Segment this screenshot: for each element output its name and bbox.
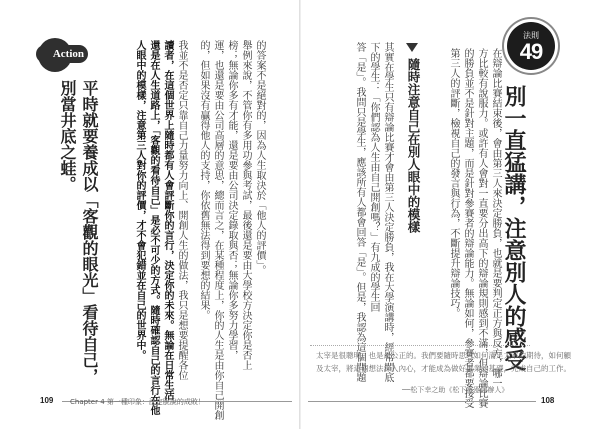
page-gutter xyxy=(299,0,301,429)
intro-line: 的勝負並不是針對主題，而是針對參賽者的辯論能力。無論如何，參賽者都要接受 xyxy=(462,48,473,408)
intro-line: 在辯論比賽結束後，會由第三人來決定勝負，也就是要判定正方與反方，哪一 xyxy=(490,48,501,388)
triangle-marker-icon xyxy=(406,43,418,52)
body-line-emphasis: 還是在人生道路上，「客觀的看待自己」是必不可少的方式。隨時確認自己的言行在他 xyxy=(148,40,159,415)
body-line: 下的學生：「你們認為人生由自己開創嗎？」有九成的學生回 xyxy=(368,42,379,312)
quote-line: 及太宰，將這個想法深入內心，才能成為做好事業的基礎，完成自己的工作。 xyxy=(316,364,571,373)
action-line: 平時就要養成以「客觀的眼光」看待自己， xyxy=(80,80,99,384)
footer-rule xyxy=(308,401,536,402)
body-text: 的答案不是絕對的，因為人生取決於「他人的評價」。 xyxy=(254,40,265,275)
body-line: 的，但如果沒有贏得他人的支持，你依舊無法得到要想的結果。 xyxy=(198,40,209,320)
action-line: 別當井底之蛙。 xyxy=(58,80,77,192)
quote-divider xyxy=(310,345,530,346)
section-subhead: 隨時注意自己在別人眼中的模樣 xyxy=(406,58,421,233)
action-label: Action xyxy=(36,45,88,63)
body-line-emphasis: 讀者，在這個世界上隨時都有人會評斷你的言行，決定你的未來。無論在日常生活 xyxy=(162,40,173,400)
chapter-running-head: Chapter 4 第一種印象：決定脫說的成敗！ xyxy=(70,398,205,406)
intro-line: 方比較有說服力。或許有人會對一直要分出高下的辯論規則感到不滿，但辯論比賽 xyxy=(476,48,487,408)
chapter-title: 別一直猛講，注意別人的感受 xyxy=(501,85,526,371)
body-line-emphasis: 人眼中的模樣，注意第三人對你的評價，才不會犯錯並在自己的世界中。 xyxy=(134,40,145,360)
body-line: 舉例來說，不管你有多用功參與考試，最後還是要由大學校方決定你是否上 xyxy=(240,40,251,370)
body-line: 運，也還是要由公司高層的意思，總而言之，在某種程度上，你的人生是由你自己開創 xyxy=(212,40,223,420)
body-line: 答「是」。我問只是學生，應該所有人都會回答「是」。但是，我認為這個問題 xyxy=(354,42,365,382)
page-number-right: 108 xyxy=(541,396,555,405)
body-line: 其實在學生只有辯論比賽才會由第三人決定勝負，我在大學演講時，經常問底 xyxy=(382,42,393,382)
law-label: 法則 xyxy=(523,31,539,40)
body-line: 我並不是否定只靠自己力量努力向上、開創人生的做法，我只是想要提醒各位 xyxy=(176,40,187,380)
body-line xyxy=(252,40,266,355)
quote-line: 太宰是很聰明，也是最公正的。我們要隨時思考如何滿足太宰的期待，如何顧 xyxy=(316,351,571,360)
page-number-left: 109 xyxy=(40,396,54,405)
body-line: 榜；無論你多有才能，還是要由公司決定錄取與否；無論你多努力學習， xyxy=(226,40,237,360)
intro-line: 第三人的評斷，檢視自己的發言與行為，不斷提升辯論技巧。 xyxy=(448,48,459,318)
law-number: 49 xyxy=(519,39,543,64)
quote-source: ──松下幸之助《松下電器創辦人》 xyxy=(402,386,509,394)
